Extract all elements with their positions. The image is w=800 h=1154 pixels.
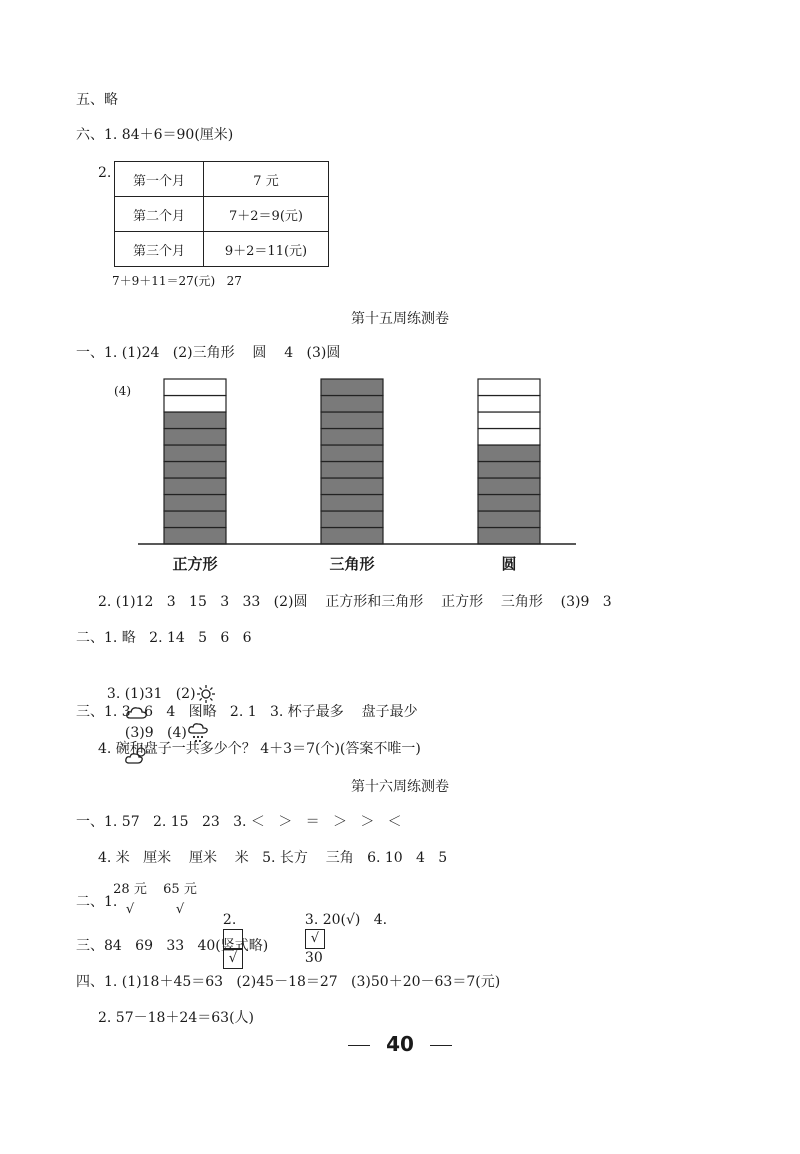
week15-q1-1: 一、1. (1)24 (2)三角形 圆 4 (3)圆: [76, 345, 341, 361]
table-cell: 第二个月: [115, 197, 204, 232]
bar-cell-3-8: [478, 412, 540, 429]
bar-cell-1-1: [164, 528, 226, 545]
bar-cell-2-8: [321, 412, 383, 429]
week15-q2-3-part-b: (3)9 (4): [124, 725, 187, 741]
bar-cell-1-6: [164, 445, 226, 462]
week15-q1-2: 2. (1)12 3 15 3 33 (2)圆 正方形和三角形 正方形 三角形 (3)9 3: [98, 594, 612, 610]
bar-cell-1-10: [164, 379, 226, 396]
sun-icon: [196, 684, 216, 704]
section-6-q2-label: 2.: [98, 165, 112, 181]
week16-q2-option-65: [158, 880, 202, 920]
week16-q2-option-28: [108, 880, 152, 920]
table-cell: 第一个月: [115, 162, 204, 197]
bar-cell-1-9: [164, 396, 226, 413]
bar-cell-2-1: [321, 528, 383, 545]
bar-cell-3-6: [478, 445, 540, 462]
money-table: [114, 161, 329, 267]
category-label-3: 圆: [501, 555, 517, 573]
week16-q4-1: 四、1. (1)18＋45＝63 (2)45－18＝27 (3)50＋20－63＝7(元): [76, 974, 501, 990]
bar-cell-2-5: [321, 462, 383, 479]
bar-cell-2-10: [321, 379, 383, 396]
bar-chart: [110, 376, 580, 576]
question-3-4: 3. 20(√) 4.: [304, 912, 388, 928]
week15-q2-1: 二、1. 略 2. 14 5 6 6: [76, 630, 252, 646]
category-label-2: 三角形: [329, 555, 375, 573]
bar-cell-1-5: [164, 462, 226, 479]
title-week-16: 第十六周练测卷: [351, 779, 449, 795]
table-row: [115, 232, 329, 267]
bar-cell-2-2: [321, 511, 383, 528]
week16-q2-3-4: [296, 893, 387, 967]
check-mark: √: [175, 902, 185, 917]
table-cell: 第三个月: [115, 232, 204, 267]
week16-q3: 三、84 69 33 40(竖式略): [76, 938, 269, 954]
page-number: 40: [0, 1032, 800, 1056]
title-week-15: 第十五周练测卷: [351, 311, 449, 327]
bar-cell-3-9: [478, 396, 540, 413]
bar-cell-2-6: [321, 445, 383, 462]
bar-cell-1-2: [164, 511, 226, 528]
option-amount: 65 元: [163, 882, 197, 897]
option-amount: 28 元: [113, 882, 147, 897]
table-row: [115, 197, 329, 232]
week16-q1-1: 一、1. 57 2. 15 23 3. ＜ ＞ ＝ ＞ ＞ ＜: [76, 814, 402, 830]
bar-cell-2-7: [321, 429, 383, 446]
week16-q2-prefix: 二、1.: [76, 894, 118, 910]
table-cell: 7＋2＝9(元): [204, 197, 329, 232]
bar-cell-3-5: [478, 462, 540, 479]
question-number: 2.: [222, 912, 237, 928]
checked-answer-box: √: [223, 949, 243, 969]
bar-cell-3-7: [478, 429, 540, 446]
section-5: 五、略: [76, 92, 118, 108]
bar-cell-2-3: [321, 495, 383, 512]
category-label-1: 正方形: [172, 555, 218, 573]
bar-cell-3-2: [478, 511, 540, 528]
bar-cell-1-8: [164, 412, 226, 429]
bar-cell-1-4: [164, 478, 226, 495]
answer-value: 30: [304, 950, 323, 966]
week16-q4-2: 2. 57－18＋24＝63(人): [98, 1010, 254, 1026]
sum-line: 7＋9＋11＝27(元) 27: [112, 274, 242, 288]
week15-q3-4: 4. 碗和盘子一共多少个？ 4＋3＝7(个)(答案不唯一): [98, 741, 421, 757]
bar-cell-3-3: [478, 495, 540, 512]
table-cell: 7 元: [204, 162, 329, 197]
bar-cell-3-4: [478, 478, 540, 495]
bar-cell-1-7: [164, 429, 226, 446]
bar-cell-2-4: [321, 478, 383, 495]
week15-q3-1: 三、1. 3 6 4 图略 2. 1 3. 杯子最多 盘子最少: [76, 704, 418, 720]
bar-cell-2-9: [321, 396, 383, 413]
bar-cell-3-1: [478, 528, 540, 545]
week15-q2-3-part-a: 3. (1)31 (2): [106, 686, 196, 702]
bar-cell-1-3: [164, 495, 226, 512]
week16-q2-2: [214, 893, 243, 969]
section-6-q1: 六、1. 84＋6＝90(厘米): [76, 127, 234, 143]
table-row: [115, 162, 329, 197]
check-mark: √: [125, 902, 135, 917]
bar-cell-3-10: [478, 379, 540, 396]
checked-answer-box: √: [305, 929, 325, 949]
week16-q1-4: 4. 米 厘米 厘米 米 5. 长方 三角 6. 10 4 5: [98, 850, 448, 866]
chart-label-4: (4): [114, 384, 131, 398]
table-cell: 9＋2＝11(元): [204, 232, 329, 267]
